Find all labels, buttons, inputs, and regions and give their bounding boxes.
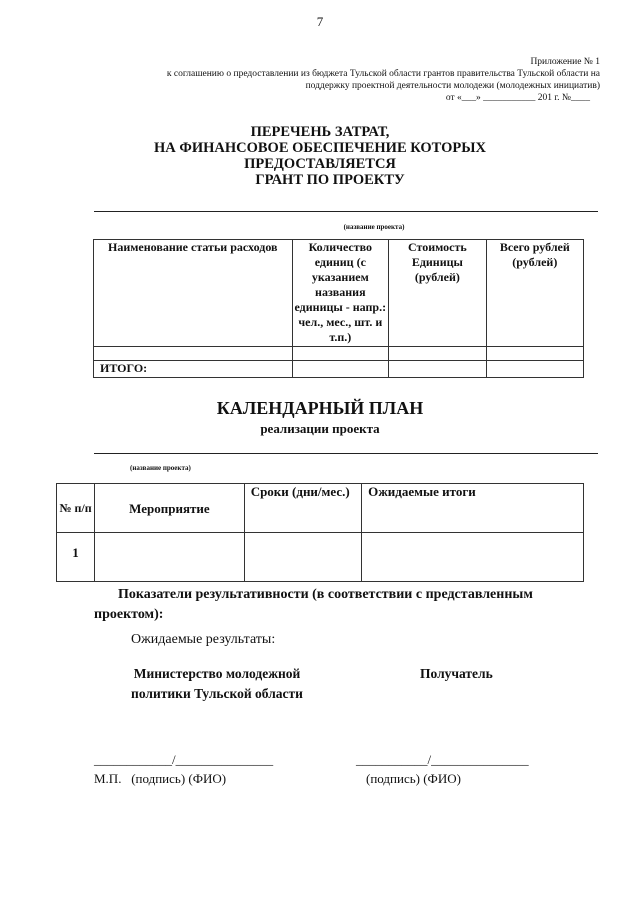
annex-agreement: к соглашению о предоставлении из бюджета Тульской области грантов правительства Тульской области на <box>166 69 600 79</box>
plan-subtitle: реализации проекта <box>260 421 380 436</box>
right-signature-line: ___________/_______________ <box>356 752 529 767</box>
left-signature-line: ____________/_______________ <box>94 752 274 767</box>
plan-table <box>56 483 584 582</box>
right-signature-labels: (подпись) (ФИО) <box>366 771 461 786</box>
recipient-signer: Получатель <box>420 666 493 681</box>
indicators-text: Показатели результативности (в соответствии с представленным проектом): <box>94 587 533 622</box>
costs-title-line: ГРАНТ ПО ПРОЕКТУ <box>255 172 405 188</box>
costs-title-line: ПРЕДОСТАВЛЯЕТСЯ <box>244 156 396 172</box>
annex-number: Приложение № 1 <box>530 57 600 67</box>
header-num: № п/п <box>57 484 95 533</box>
plan-title: КАЛЕНДАРНЫЙ ПЛАН <box>216 398 424 418</box>
annex-purpose: поддержку проектной деятельности молодежи (молодежных инициатив) <box>305 81 600 91</box>
total-label: ИТОГО: <box>94 361 293 378</box>
project-name-line <box>94 211 598 212</box>
page-number: 7 <box>316 14 324 29</box>
costs-title <box>0 124 640 188</box>
ministry-signer <box>112 664 322 704</box>
project-name-caption: (название проекта) <box>343 223 405 231</box>
left-signature-labels: М.П. (подпись) (ФИО) <box>94 771 227 786</box>
header-item: Наименование статьи расходов <box>94 240 293 347</box>
header-dates: Сроки (дни/мес.) <box>244 484 361 533</box>
table-row <box>57 533 584 582</box>
header-results: Ожидаемые итоги <box>362 484 584 533</box>
costs-table <box>93 239 584 378</box>
plan-project-name-line <box>94 453 598 454</box>
costs-title-line: НА ФИНАНСОВОЕ ОБЕСПЕЧЕНИЕ КОТОРЫХ <box>153 140 486 156</box>
expected-results: Ожидаемые результаты: <box>131 632 276 647</box>
table-row <box>94 347 584 361</box>
row-num: 1 <box>57 533 95 582</box>
annex-date: от «___» ___________ 201 г. №____ <box>445 93 590 103</box>
header-total: Всего рублей (рублей) <box>486 240 583 347</box>
costs-title-line: ПЕРЕЧЕНЬ ЗАТРАТ, <box>250 124 390 140</box>
ministry-line: Министерство молодежной <box>133 666 301 681</box>
header-quantity: Количество единиц (с указанием названия единицы - напр.: чел., мес., шт. и т.п.) <box>292 240 389 347</box>
header-unit-cost: Стоимость Единицы (рублей) <box>389 240 487 347</box>
ministry-line: политики Тульской области <box>131 686 303 701</box>
header-event: Мероприятие <box>95 484 245 533</box>
table-row-total <box>94 361 584 378</box>
annex-header <box>80 56 600 104</box>
plan-project-name-caption: (название проекта) <box>130 464 191 472</box>
